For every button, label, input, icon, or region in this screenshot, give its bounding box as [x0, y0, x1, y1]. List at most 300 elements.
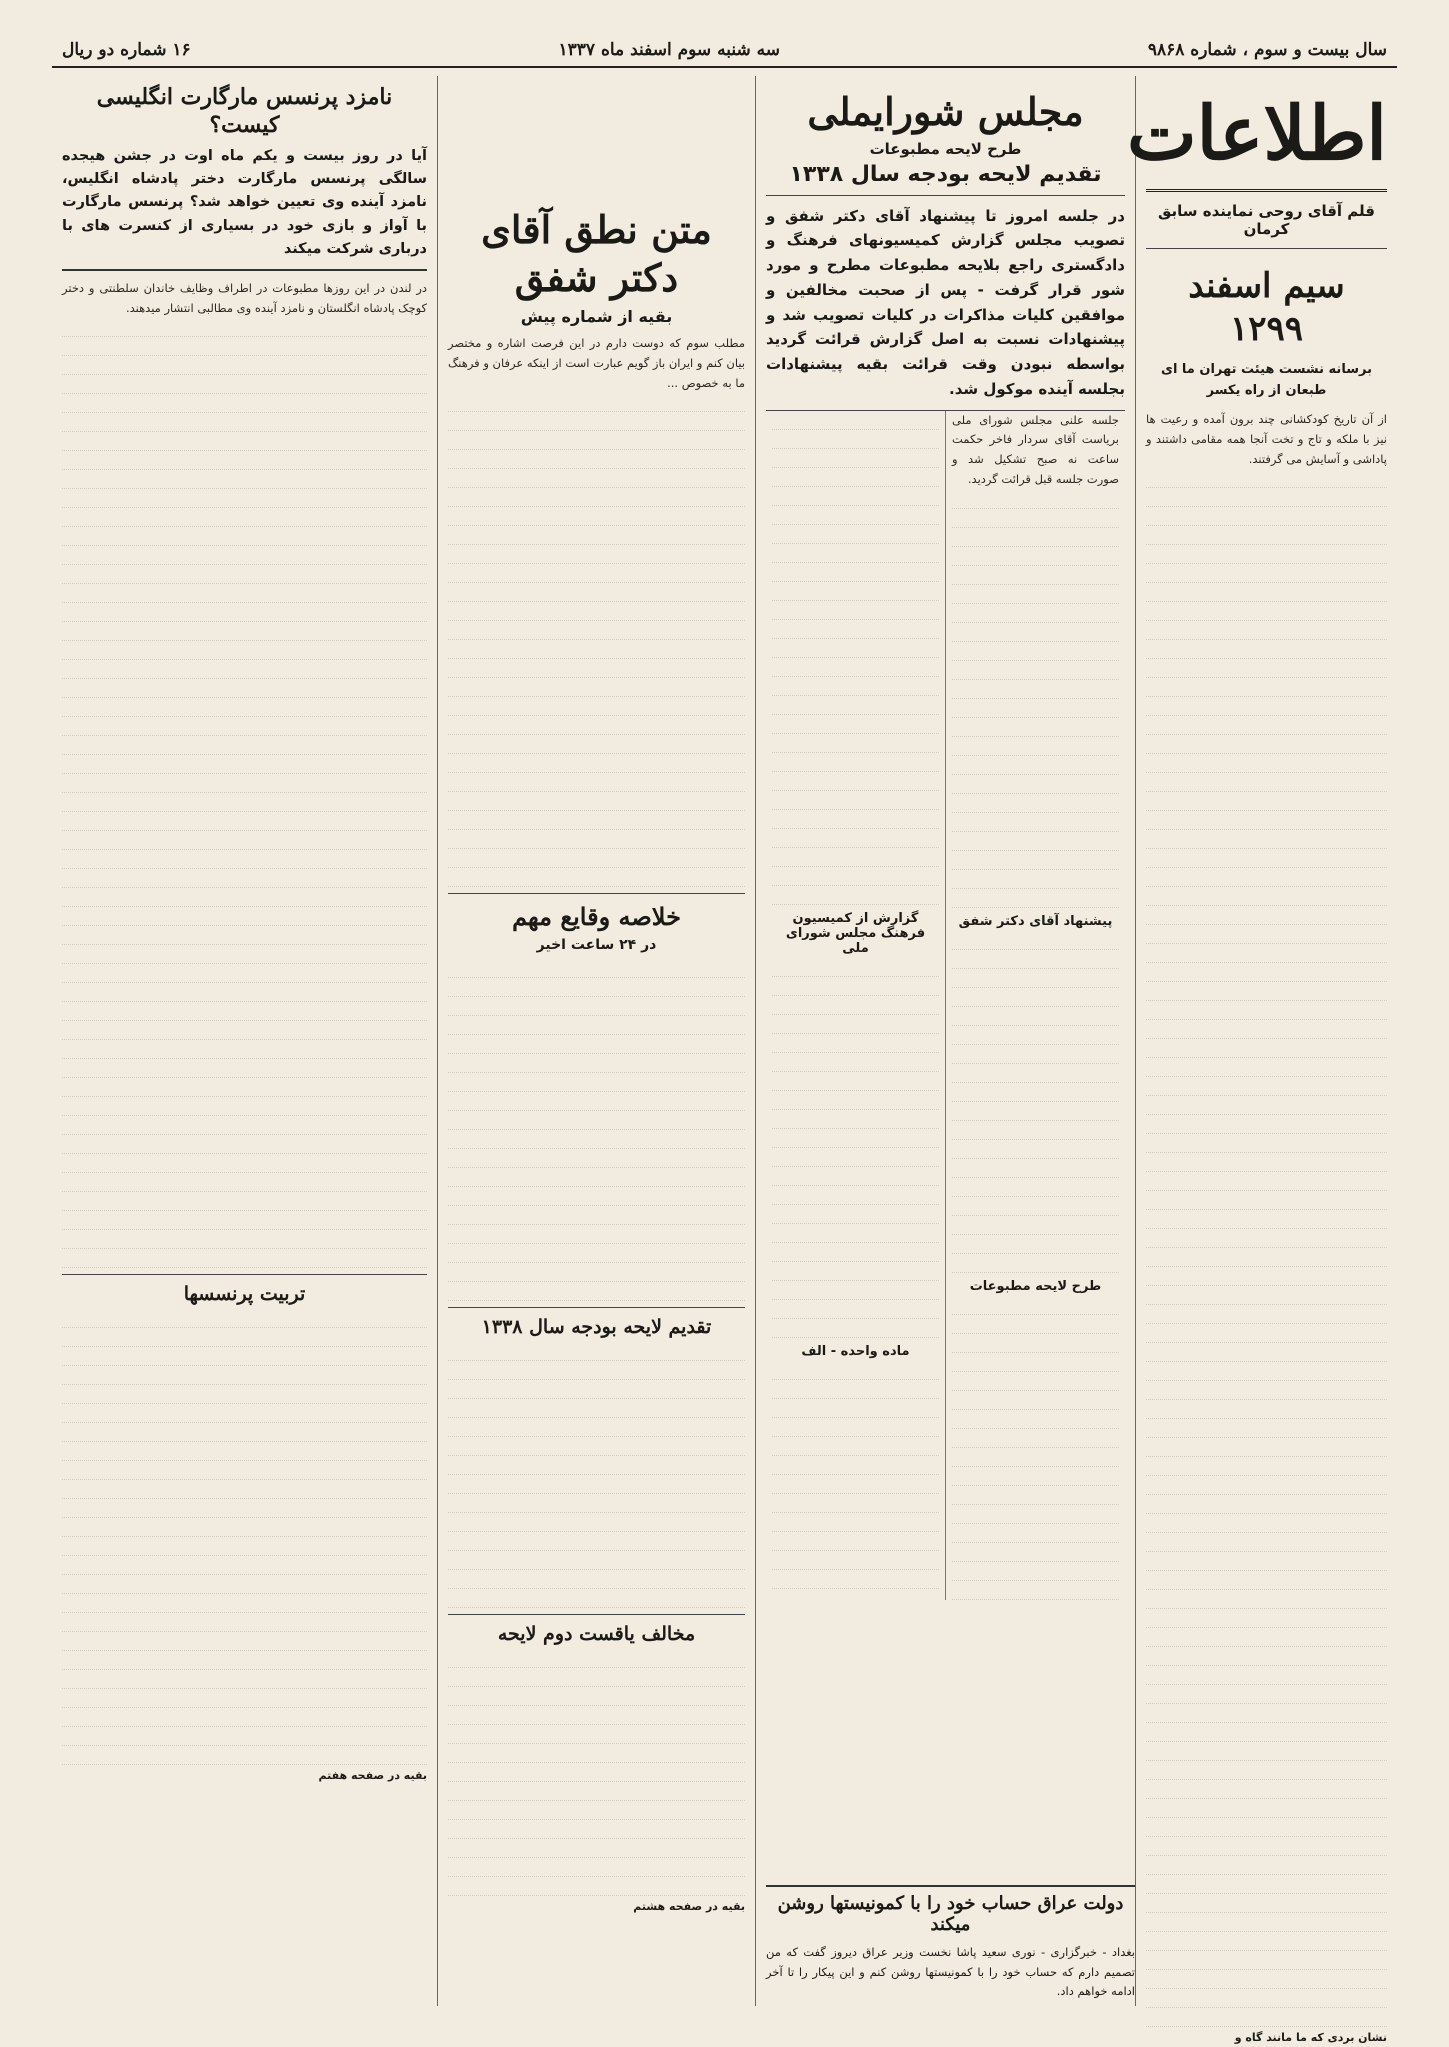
text-line	[772, 1243, 939, 1262]
body-text-lines	[62, 1309, 427, 1765]
text-line	[62, 1230, 427, 1249]
princess-body: در لندن در این روزها مطبوعات در اطراف وظایف خاندان سلطنتی و دختر کوچک پادشاه انگلستان و نامزد آینده وی مطالبی انتشار میدهند.	[62, 280, 427, 315]
text-line	[62, 356, 427, 375]
text-line	[1146, 1666, 1387, 1685]
text-line	[448, 997, 745, 1016]
text-line	[62, 470, 427, 489]
text-line	[772, 677, 939, 696]
text-line	[772, 506, 939, 525]
body-text-lines	[952, 931, 1119, 1273]
text-line	[772, 1319, 939, 1338]
text-line	[62, 1366, 427, 1385]
issue-price: ۱۶ شماره دو ریال	[62, 40, 191, 60]
text-line	[952, 680, 1119, 699]
text-line	[1146, 1514, 1387, 1533]
banner-body: بغداد - خبرگزاری - نوری سعید پاشا نخست وزیر عراق دیروز گفت که من تصمیم دارم که حساب خود را با کمونیستها روشن کنم و این پیکار را تا آخر ادامه خواهم داد.	[766, 1945, 1135, 1999]
text-line	[952, 1467, 1119, 1486]
text-line	[1146, 697, 1387, 716]
text-line	[62, 1727, 427, 1746]
section-heading: طرح لایحه مطبوعات	[969, 1278, 1102, 1294]
text-line	[62, 1556, 427, 1575]
text-line	[62, 603, 427, 622]
text-line	[62, 1537, 427, 1556]
text-line	[1146, 1742, 1387, 1761]
text-line	[1146, 716, 1387, 735]
text-line	[448, 1687, 745, 1706]
text-line	[62, 394, 427, 413]
text-line	[62, 337, 427, 356]
text-line	[1146, 1077, 1387, 1096]
text-line	[62, 1116, 427, 1135]
text-line	[62, 1442, 427, 1461]
text-line	[1146, 1039, 1387, 1058]
text-line	[62, 1192, 427, 1211]
text-line	[448, 1649, 745, 1668]
text-line	[772, 810, 939, 829]
text-line	[772, 563, 939, 582]
text-line	[62, 1385, 427, 1404]
text-line	[448, 507, 745, 526]
body-text-lines	[448, 1649, 745, 1896]
text-line	[448, 1437, 745, 1456]
text-line	[448, 868, 745, 887]
text-line	[448, 773, 745, 792]
text-line	[952, 1581, 1119, 1600]
text-line	[772, 468, 939, 487]
text-line	[448, 1399, 745, 1418]
text-line	[448, 1839, 745, 1858]
text-line	[1146, 2008, 1387, 2027]
text-line	[952, 1505, 1119, 1524]
text-line	[62, 584, 427, 603]
text-line	[62, 1594, 427, 1613]
text-line	[62, 888, 427, 907]
section-heading: ماده واحده - الف	[801, 1343, 910, 1359]
text-line	[448, 602, 745, 621]
text-line	[952, 1197, 1119, 1216]
text-line	[772, 696, 939, 715]
text-line	[448, 1763, 745, 1782]
text-line	[952, 1562, 1119, 1581]
text-line	[62, 831, 427, 850]
text-line	[62, 717, 427, 736]
text-line	[1146, 906, 1387, 925]
text-line	[952, 1159, 1119, 1178]
text-line	[62, 1021, 427, 1040]
text-line	[1146, 830, 1387, 849]
text-line	[62, 869, 427, 888]
text-line	[1146, 1571, 1387, 1590]
text-line	[1146, 659, 1387, 678]
text-line	[62, 679, 427, 698]
text-line	[1146, 1913, 1387, 1932]
text-line	[62, 1746, 427, 1765]
text-line	[772, 1167, 939, 1186]
body-text-lines	[1146, 469, 1387, 2027]
text-line	[952, 1235, 1119, 1254]
text-line	[62, 1347, 427, 1366]
text-line	[1146, 1324, 1387, 1343]
text-line	[772, 1437, 939, 1456]
text-line	[448, 697, 745, 716]
text-line	[62, 1404, 427, 1423]
text-line	[62, 774, 427, 793]
text-line	[1146, 583, 1387, 602]
text-line	[448, 545, 745, 564]
text-line	[448, 412, 745, 431]
text-line	[1146, 1343, 1387, 1362]
text-line	[772, 1361, 939, 1380]
princess-headline: نامزد پرنسس مارگارت انگلیسی کیست؟	[96, 84, 393, 138]
text-line	[1146, 1286, 1387, 1305]
text-line	[952, 794, 1119, 813]
text-line	[448, 678, 745, 697]
article-headline: سیم اسفند ۱۲۹۹	[1188, 266, 1345, 349]
text-line	[772, 1110, 939, 1129]
text-line	[62, 565, 427, 584]
text-line	[952, 1524, 1119, 1543]
text-line	[62, 964, 427, 983]
text-line	[1146, 1818, 1387, 1837]
text-line	[448, 1589, 745, 1608]
text-line	[448, 849, 745, 868]
text-line	[952, 1353, 1119, 1372]
masthead-logo: اطلاعات	[1146, 76, 1387, 192]
text-line	[1146, 1932, 1387, 1951]
text-line	[448, 1858, 745, 1877]
text-line	[772, 544, 939, 563]
text-line	[448, 1494, 745, 1513]
text-line	[952, 870, 1119, 889]
body-text-lines	[448, 1342, 745, 1608]
text-line	[1146, 1381, 1387, 1400]
text-line	[772, 487, 939, 506]
text-line	[62, 793, 427, 812]
text-line	[448, 1361, 745, 1380]
text-line	[1146, 507, 1387, 526]
majlis-two-columns	[766, 411, 1125, 1600]
text-line	[448, 640, 745, 659]
text-line	[952, 1178, 1119, 1197]
text-line	[62, 1097, 427, 1116]
body-text-lines	[952, 490, 1119, 908]
text-line	[1146, 1134, 1387, 1153]
majlis-body: جلسه علنی مجلس شورای ملی بریاست آقای سردار فاخر حکمت ساعت نه صبح تشکیل شد و صورت جلسه قبل قرائت گردید.	[952, 412, 1119, 486]
text-line	[952, 547, 1119, 566]
text-line	[62, 926, 427, 945]
text-line	[62, 1518, 427, 1537]
text-line	[62, 318, 427, 337]
text-line	[1146, 640, 1387, 659]
text-line	[1146, 678, 1387, 697]
text-line	[772, 601, 939, 620]
text-line	[952, 509, 1119, 528]
text-line	[952, 1543, 1119, 1562]
text-line	[448, 469, 745, 488]
text-line	[772, 791, 939, 810]
text-line	[952, 1064, 1119, 1083]
text-line	[952, 604, 1119, 623]
text-line	[448, 1456, 745, 1475]
text-line	[952, 528, 1119, 547]
body-text-lines	[62, 318, 427, 1268]
text-line	[952, 566, 1119, 585]
dateline	[52, 40, 1397, 68]
text-line	[772, 848, 939, 867]
text-line	[772, 411, 939, 430]
speech-headline: متن نطق آقای دکتر شفق	[481, 207, 712, 300]
text-line	[448, 959, 745, 978]
text-line	[952, 1026, 1119, 1045]
text-line	[448, 1820, 745, 1839]
text-line	[448, 1187, 745, 1206]
text-line	[772, 1281, 939, 1300]
text-line	[62, 1689, 427, 1708]
text-line	[62, 1708, 427, 1727]
text-line	[1146, 925, 1387, 944]
text-line	[772, 1129, 939, 1148]
text-line	[448, 1782, 745, 1801]
text-line	[952, 889, 1119, 908]
text-line	[62, 945, 427, 964]
text-line	[1146, 1628, 1387, 1647]
text-line	[62, 850, 427, 869]
text-line	[62, 1040, 427, 1059]
text-line	[1146, 1685, 1387, 1704]
text-line	[952, 1007, 1119, 1026]
text-line	[62, 907, 427, 926]
text-line	[1146, 1723, 1387, 1742]
text-line	[772, 753, 939, 772]
text-line	[62, 1499, 427, 1518]
text-line	[448, 1801, 745, 1820]
text-line	[772, 1053, 939, 1072]
body-text-lines	[448, 959, 745, 1301]
text-line	[1146, 944, 1387, 963]
text-line	[1146, 849, 1387, 868]
text-line	[772, 1456, 939, 1475]
text-line	[62, 1002, 427, 1021]
text-line	[448, 1877, 745, 1896]
text-line	[952, 642, 1119, 661]
text-line	[62, 432, 427, 451]
text-line	[448, 450, 745, 469]
text-line	[62, 755, 427, 774]
text-line	[772, 1418, 939, 1437]
text-line	[952, 756, 1119, 775]
text-line	[1146, 1875, 1387, 1894]
text-line	[62, 1173, 427, 1192]
text-line	[952, 1429, 1119, 1448]
column-footer: نشان بردی که ما مانند گاه و	[1234, 2031, 1387, 2045]
text-line	[952, 832, 1119, 851]
text-line	[772, 639, 939, 658]
majlis-headline: مجلس شورایملی	[807, 89, 1084, 134]
text-line	[448, 1244, 745, 1263]
majlis-kicker: طرح لایحه مطبوعات	[869, 139, 1022, 158]
text-line	[1146, 1457, 1387, 1476]
text-line	[1146, 1248, 1387, 1267]
text-line	[1146, 564, 1387, 583]
text-line	[62, 641, 427, 660]
text-line	[772, 1091, 939, 1110]
text-line	[448, 1668, 745, 1687]
princess-deck: آیا در روز بیست و یکم ماه اوت در جشن هیجده سالگی پرنسس مارگارت دختر پادشاه انگلیس، نامزد آینده وی تعیین خواهد شد؟ پرنسس مارگارت با آواز و بازی خود در بسیاری از کنسرت های با درباری شرکت میکند	[62, 143, 427, 271]
text-line	[1146, 1153, 1387, 1172]
text-line	[62, 1613, 427, 1632]
text-line	[952, 1315, 1119, 1334]
text-line	[448, 564, 745, 583]
text-line	[62, 489, 427, 508]
text-line	[952, 1334, 1119, 1353]
text-line	[62, 1480, 427, 1499]
text-line	[952, 851, 1119, 870]
text-line	[952, 1448, 1119, 1467]
body-text-lines	[772, 958, 939, 1338]
section-heading: تربیت پرنسسها	[62, 1274, 427, 1309]
text-line	[62, 1632, 427, 1651]
text-line	[62, 1249, 427, 1268]
text-line	[772, 1475, 939, 1494]
text-line	[952, 1045, 1119, 1064]
continued-note: بقیه در صفحه هفتم	[318, 1769, 427, 1783]
text-line	[1146, 1552, 1387, 1571]
text-line	[1146, 526, 1387, 545]
text-line	[448, 1380, 745, 1399]
text-line	[62, 812, 427, 831]
text-line	[1146, 1780, 1387, 1799]
text-line	[448, 1168, 745, 1187]
text-line	[952, 1216, 1119, 1235]
text-line	[1146, 1058, 1387, 1077]
text-line	[1146, 1362, 1387, 1381]
text-line	[772, 1380, 939, 1399]
text-line	[952, 1102, 1119, 1121]
text-line	[448, 1532, 745, 1551]
columns	[52, 76, 1397, 2045]
body-text-lines	[772, 1361, 939, 1589]
issue-date: سه شنبه سوم اسفند ماه ۱۳۳۷	[558, 40, 780, 60]
text-line	[772, 977, 939, 996]
text-line	[1146, 1609, 1387, 1628]
text-line	[952, 1410, 1119, 1429]
text-line	[1146, 754, 1387, 773]
text-line	[1146, 868, 1387, 887]
column-princess	[52, 76, 437, 2006]
text-line	[772, 658, 939, 677]
text-line	[62, 546, 427, 565]
text-line	[772, 1532, 939, 1551]
text-line	[952, 969, 1119, 988]
text-line	[1146, 545, 1387, 564]
section-subheading: در ۲۴ ساعت اخیر	[536, 937, 657, 954]
text-line	[772, 1015, 939, 1034]
text-line	[62, 1328, 427, 1347]
text-line	[952, 1083, 1119, 1102]
text-line	[1146, 1989, 1387, 2008]
text-line	[448, 526, 745, 545]
text-line	[1146, 469, 1387, 488]
text-line	[62, 736, 427, 755]
text-line	[448, 1206, 745, 1225]
text-line	[1146, 1951, 1387, 1970]
text-line	[1146, 488, 1387, 507]
text-line	[1146, 602, 1387, 621]
text-line	[1146, 1419, 1387, 1438]
body-text-lines	[448, 393, 745, 887]
text-line	[448, 1016, 745, 1035]
text-line	[772, 525, 939, 544]
text-line	[448, 1054, 745, 1073]
text-line	[1146, 1894, 1387, 1913]
text-line	[772, 886, 939, 905]
text-line	[1146, 792, 1387, 811]
column-speech	[437, 76, 755, 2006]
text-line	[448, 393, 745, 412]
text-line	[448, 811, 745, 830]
text-line	[448, 1282, 745, 1301]
text-line	[448, 488, 745, 507]
text-line	[772, 829, 939, 848]
text-line	[62, 1651, 427, 1670]
text-line	[772, 772, 939, 791]
text-line	[952, 1296, 1119, 1315]
text-line	[62, 660, 427, 679]
text-line	[772, 1494, 939, 1513]
text-line	[1146, 1837, 1387, 1856]
text-line	[772, 1072, 939, 1091]
text-line	[448, 1418, 745, 1437]
text-line	[952, 1372, 1119, 1391]
text-line	[772, 1034, 939, 1053]
text-line	[952, 931, 1119, 950]
text-line	[1146, 1400, 1387, 1419]
text-line	[952, 661, 1119, 680]
text-line	[62, 1154, 427, 1173]
text-line	[772, 1513, 939, 1532]
text-line	[62, 1211, 427, 1230]
text-line	[772, 1551, 939, 1570]
text-line	[62, 1423, 427, 1442]
text-line	[448, 1570, 745, 1589]
text-line	[952, 775, 1119, 794]
text-line	[448, 1725, 745, 1744]
text-line	[1146, 1305, 1387, 1324]
text-line	[1146, 1647, 1387, 1666]
text-line	[772, 1224, 939, 1243]
text-line	[448, 621, 745, 640]
text-line	[62, 698, 427, 717]
text-line	[772, 867, 939, 886]
issue-number: سال بیست و سوم ، شماره ۹۸۶۸	[1147, 40, 1387, 60]
text-line	[448, 1111, 745, 1130]
text-line	[448, 792, 745, 811]
text-line	[448, 735, 745, 754]
text-line	[1146, 1761, 1387, 1780]
text-line	[448, 583, 745, 602]
text-line	[448, 1035, 745, 1054]
text-line	[952, 699, 1119, 718]
text-line	[62, 1135, 427, 1154]
section-heading: گزارش از کمیسیون فرهنگ مجلس شورای ملی	[785, 910, 926, 956]
text-line	[952, 1254, 1119, 1273]
text-line	[772, 1186, 939, 1205]
text-line	[1146, 1229, 1387, 1248]
text-line	[448, 431, 745, 450]
section-heading: پیشنهاد آقای دکتر شفق	[958, 913, 1113, 929]
text-line	[772, 1399, 939, 1418]
body-text-lines	[772, 411, 939, 905]
